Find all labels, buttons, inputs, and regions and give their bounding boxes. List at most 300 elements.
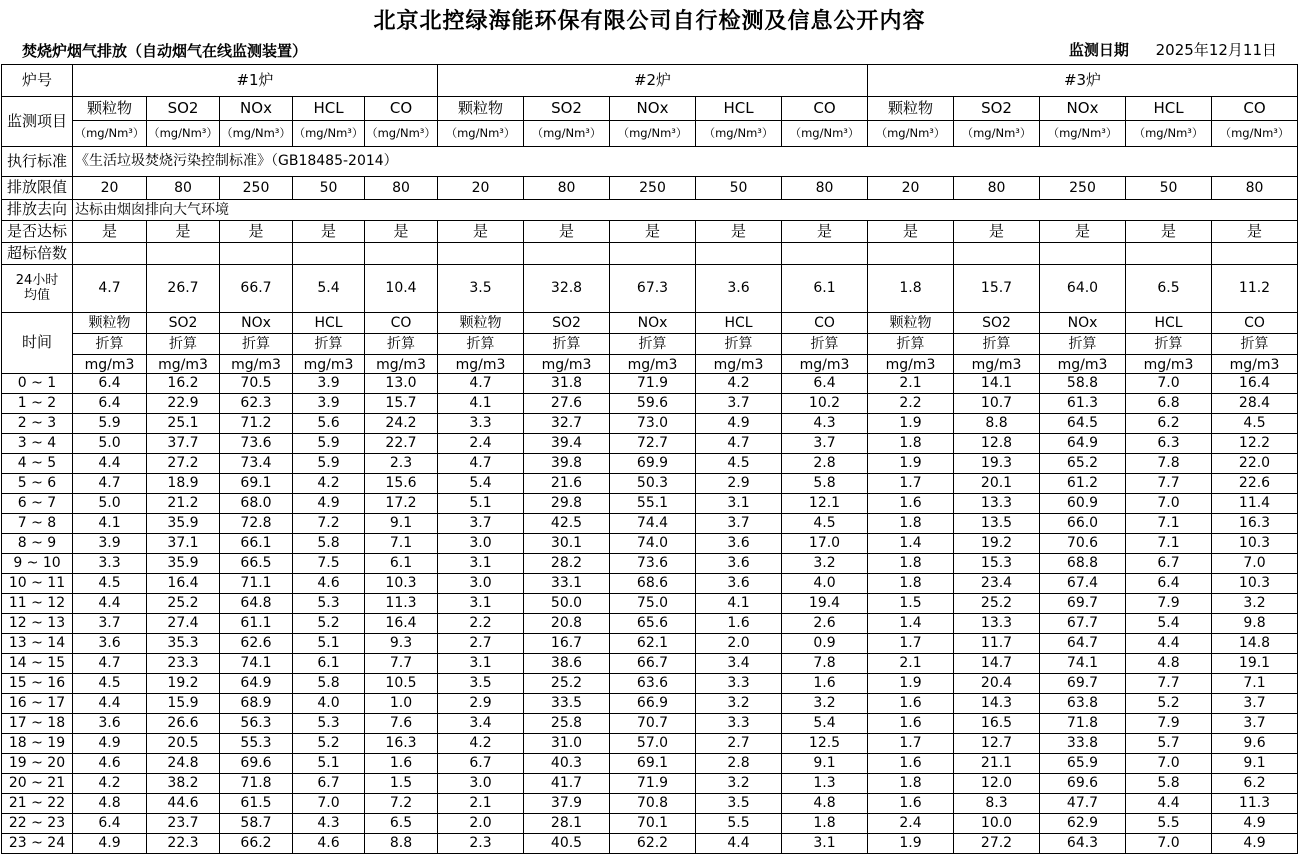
hour-row	[2, 834, 1298, 854]
hour-value: 7.1	[1126, 534, 1212, 554]
sub-header-cell	[1126, 313, 1212, 374]
hour-value: 16.7	[524, 634, 610, 654]
hour-value: 5.1	[438, 494, 524, 514]
sub-header-pollutant: NOx	[610, 313, 695, 334]
pollutant-header: HCL	[293, 97, 365, 121]
hour-value: 27.4	[147, 614, 220, 634]
hour-value: 1.9	[868, 414, 954, 434]
hour-value: 6.2	[1126, 414, 1212, 434]
exceed-value	[524, 243, 610, 265]
hour-value: 47.7	[1040, 794, 1126, 814]
compliant-value: 是	[1126, 221, 1212, 243]
hour-value: 69.6	[1040, 774, 1126, 794]
emission-table	[1, 64, 1298, 854]
exceed-value	[954, 243, 1040, 265]
hour-value: 5.4	[782, 714, 868, 734]
hour-value: 21.1	[954, 754, 1040, 774]
hour-value: 9.1	[365, 514, 438, 534]
hour-value: 16.5	[954, 714, 1040, 734]
hour-value: 11.3	[1212, 794, 1298, 814]
avg24-value: 64.0	[1040, 265, 1126, 313]
hour-value: 20.1	[954, 474, 1040, 494]
hour-value: 1.9	[868, 674, 954, 694]
hour-value: 2.9	[696, 474, 782, 494]
sub-header-pollutant: NOx	[1040, 313, 1125, 334]
sub-header-unit: mg/m3	[1057, 357, 1108, 373]
hour-value: 8.8	[954, 414, 1040, 434]
hour-value: 3.5	[696, 794, 782, 814]
hour-value: 2.7	[696, 734, 782, 754]
hour-value: 3.4	[696, 654, 782, 674]
hour-value: 5.5	[696, 814, 782, 834]
hour-value: 25.2	[954, 594, 1040, 614]
hour-value: 2.9	[438, 694, 524, 714]
hour-row	[2, 494, 1298, 514]
hour-value: 1.4	[868, 614, 954, 634]
hour-value: 65.6	[610, 614, 696, 634]
unit-cell: （mg/Nm³）	[524, 121, 610, 147]
hour-value: 2.2	[438, 614, 524, 634]
sub-header-cell	[1040, 313, 1126, 374]
limit-value: 80	[954, 177, 1040, 200]
sub-header-unit: mg/m3	[1143, 357, 1194, 373]
limit-value: 250	[1040, 177, 1126, 200]
sub-header-cell	[147, 313, 220, 374]
hour-label: 11 ~ 12	[2, 594, 73, 614]
hour-value: 10.7	[954, 394, 1040, 414]
hour-row	[2, 514, 1298, 534]
hour-value: 56.3	[220, 714, 293, 734]
hour-value: 31.8	[524, 374, 610, 394]
hour-value: 1.7	[868, 634, 954, 654]
hour-value: 40.3	[524, 754, 610, 774]
hour-row	[2, 454, 1298, 474]
hour-value: 10.3	[365, 574, 438, 594]
hour-value: 4.2	[73, 774, 147, 794]
hour-value: 3.9	[293, 374, 365, 394]
hour-value: 1.8	[868, 554, 954, 574]
sub-header-calc: 折算	[610, 334, 695, 355]
compliant-value: 是	[293, 221, 365, 243]
sub-header-cell	[954, 313, 1040, 374]
hour-value: 16.4	[147, 574, 220, 594]
hour-value: 7.8	[782, 654, 868, 674]
hour-value: 14.1	[954, 374, 1040, 394]
hour-label: 14 ~ 15	[2, 654, 73, 674]
hour-value: 5.2	[293, 614, 365, 634]
unit-cell: （mg/Nm³）	[696, 121, 782, 147]
avg24-value: 10.4	[365, 265, 438, 313]
hour-value: 66.1	[220, 534, 293, 554]
avg24-value: 66.7	[220, 265, 293, 313]
hour-value: 5.3	[293, 594, 365, 614]
hour-value: 29.8	[524, 494, 610, 514]
hour-label: 18 ~ 19	[2, 734, 73, 754]
sub-header-calc: 折算	[696, 334, 781, 355]
hour-value: 71.9	[610, 774, 696, 794]
hour-value: 4.9	[1212, 834, 1298, 854]
hour-value: 3.7	[696, 394, 782, 414]
hour-value: 2.1	[868, 654, 954, 674]
sub-header-unit: mg/m3	[231, 357, 281, 373]
hour-value: 3.0	[438, 574, 524, 594]
compliant-value: 是	[868, 221, 954, 243]
hour-value: 4.0	[293, 694, 365, 714]
hour-value: 1.8	[782, 814, 868, 834]
sub-header-cell	[73, 313, 147, 374]
hour-value: 21.6	[524, 474, 610, 494]
hour-row	[2, 774, 1298, 794]
pollutant-header: CO	[782, 97, 868, 121]
compliant-value: 是	[524, 221, 610, 243]
hour-value: 17.0	[782, 534, 868, 554]
hour-row	[2, 414, 1298, 434]
unit-cell: （mg/Nm³）	[365, 121, 438, 147]
compliant-value: 是	[147, 221, 220, 243]
sub-header-pollutant: 颗粒物	[438, 313, 523, 334]
hour-value: 2.8	[782, 454, 868, 474]
hour-value: 25.2	[147, 594, 220, 614]
hour-value: 13.3	[954, 494, 1040, 514]
hour-value: 9.6	[1212, 734, 1298, 754]
hour-value: 66.5	[220, 554, 293, 574]
hour-value: 68.9	[220, 694, 293, 714]
hour-label: 0 ~ 1	[2, 374, 73, 394]
hour-value: 73.0	[610, 414, 696, 434]
hour-value: 2.1	[868, 374, 954, 394]
hour-value: 33.8	[1040, 734, 1126, 754]
sub-header-cell	[293, 313, 365, 374]
hour-value: 24.8	[147, 754, 220, 774]
hour-value: 44.6	[147, 794, 220, 814]
hour-value: 1.6	[868, 494, 954, 514]
sub-header-unit: mg/m3	[455, 357, 506, 373]
hour-value: 4.5	[73, 674, 147, 694]
hour-value: 7.9	[1126, 714, 1212, 734]
limit-value: 80	[365, 177, 438, 200]
hour-value: 3.9	[73, 534, 147, 554]
hour-value: 27.6	[524, 394, 610, 414]
hour-value: 1.9	[868, 454, 954, 474]
hour-value: 69.9	[610, 454, 696, 474]
hour-value: 4.6	[73, 754, 147, 774]
hour-value: 3.6	[73, 714, 147, 734]
limit-label: 排放限值	[2, 177, 73, 200]
sub-header-unit: mg/m3	[971, 357, 1022, 373]
hour-value: 22.3	[147, 834, 220, 854]
hour-value: 3.1	[696, 494, 782, 514]
hour-value: 4.7	[696, 434, 782, 454]
hour-value: 13.0	[365, 374, 438, 394]
hour-value: 1.6	[782, 674, 868, 694]
avg24-label: 24小时均值	[2, 265, 73, 313]
hour-value: 14.7	[954, 654, 1040, 674]
sub-header-calc: 折算	[438, 334, 523, 355]
hour-value: 5.9	[293, 434, 365, 454]
sub-header-pollutant: HCL	[696, 313, 781, 334]
discharge-text: 达标由烟囱排向大气环境	[73, 200, 1298, 221]
compliant-value: 是	[610, 221, 696, 243]
hour-value: 66.0	[1040, 514, 1126, 534]
hour-value: 62.1	[610, 634, 696, 654]
hour-value: 5.9	[73, 414, 147, 434]
hour-value: 20.8	[524, 614, 610, 634]
date-value: 2025年12月11日	[1155, 41, 1277, 59]
exceed-value	[782, 243, 868, 265]
hour-value: 16.4	[1212, 374, 1298, 394]
hour-label: 19 ~ 20	[2, 754, 73, 774]
hour-value: 5.1	[293, 754, 365, 774]
hour-value: 3.0	[438, 534, 524, 554]
hour-value: 41.7	[524, 774, 610, 794]
sub-header-unit: mg/m3	[303, 357, 354, 373]
furnace-row	[2, 65, 1298, 97]
hour-value: 70.8	[610, 794, 696, 814]
hour-label: 2 ~ 3	[2, 414, 73, 434]
hour-value: 3.7	[73, 614, 147, 634]
hour-value: 70.1	[610, 814, 696, 834]
hour-value: 5.8	[1126, 774, 1212, 794]
hour-value: 3.2	[1212, 594, 1298, 614]
hour-row	[2, 374, 1298, 394]
hour-value: 3.6	[696, 534, 782, 554]
hour-value: 7.9	[1126, 594, 1212, 614]
hour-value: 6.1	[365, 554, 438, 574]
hour-row	[2, 814, 1298, 834]
hour-value: 66.9	[610, 694, 696, 714]
hour-value: 6.4	[782, 374, 868, 394]
sub-header-calc: 折算	[1212, 334, 1297, 355]
hour-value: 71.8	[220, 774, 293, 794]
hour-value: 7.5	[293, 554, 365, 574]
hour-value: 5.8	[293, 674, 365, 694]
hour-value: 22.6	[1212, 474, 1298, 494]
hour-value: 62.6	[220, 634, 293, 654]
hour-value: 64.9	[1040, 434, 1126, 454]
limit-value: 20	[73, 177, 147, 200]
avg24-value: 1.8	[868, 265, 954, 313]
hour-row	[2, 674, 1298, 694]
hour-value: 7.0	[1126, 834, 1212, 854]
hour-value: 1.6	[868, 754, 954, 774]
hour-value: 10.2	[782, 394, 868, 414]
hour-value: 62.9	[1040, 814, 1126, 834]
unit-cell: （mg/Nm³）	[954, 121, 1040, 147]
hour-value: 1.8	[868, 514, 954, 534]
hour-value: 61.5	[220, 794, 293, 814]
hour-value: 37.9	[524, 794, 610, 814]
hour-value: 5.4	[438, 474, 524, 494]
hour-value: 3.7	[1212, 694, 1298, 714]
hour-value: 35.9	[147, 514, 220, 534]
hour-value: 4.8	[782, 794, 868, 814]
sub-header-pollutant: HCL	[1126, 313, 1211, 334]
compliant-row	[2, 221, 1298, 243]
hour-label: 6 ~ 7	[2, 494, 73, 514]
hour-value: 6.1	[293, 654, 365, 674]
sub-header-pollutant: NOx	[220, 313, 292, 334]
hour-value: 4.3	[782, 414, 868, 434]
hour-value: 73.6	[610, 554, 696, 574]
hour-value: 5.1	[293, 634, 365, 654]
sub-header-pollutant: CO	[782, 313, 867, 334]
pollutant-row	[2, 97, 1298, 121]
hour-value: 6.4	[73, 394, 147, 414]
hour-value: 4.9	[293, 494, 365, 514]
hour-label: 1 ~ 2	[2, 394, 73, 414]
hour-value: 31.0	[524, 734, 610, 754]
hour-value: 3.7	[696, 514, 782, 534]
exceed-value	[1212, 243, 1298, 265]
hour-value: 74.1	[220, 654, 293, 674]
hour-value: 10.5	[365, 674, 438, 694]
hour-value: 7.1	[1212, 674, 1298, 694]
hour-value: 4.9	[73, 834, 147, 854]
hour-value: 4.0	[782, 574, 868, 594]
avg24-value: 26.7	[147, 265, 220, 313]
hour-value: 3.7	[1212, 714, 1298, 734]
limit-value: 20	[438, 177, 524, 200]
hour-value: 5.0	[73, 494, 147, 514]
hour-value: 15.6	[365, 474, 438, 494]
hour-value: 7.0	[293, 794, 365, 814]
furnace-no-label: 炉号	[2, 65, 73, 97]
hour-value: 74.4	[610, 514, 696, 534]
limit-value: 50	[696, 177, 782, 200]
sub-header-calc: 折算	[73, 334, 146, 355]
hour-value: 70.6	[1040, 534, 1126, 554]
hour-value: 4.5	[696, 454, 782, 474]
hour-value: 13.3	[954, 614, 1040, 634]
hour-value: 3.2	[696, 774, 782, 794]
hour-value: 3.6	[696, 554, 782, 574]
hour-value: 19.4	[782, 594, 868, 614]
hour-value: 55.1	[610, 494, 696, 514]
pollutant-header: 颗粒物	[438, 97, 524, 121]
hour-value: 35.9	[147, 554, 220, 574]
avg24-value: 3.6	[696, 265, 782, 313]
hour-value: 14.8	[1212, 634, 1298, 654]
hour-row	[2, 434, 1298, 454]
hour-value: 60.9	[1040, 494, 1126, 514]
hour-value: 12.5	[782, 734, 868, 754]
sub-header-calc: 折算	[220, 334, 292, 355]
hour-value: 64.7	[1040, 634, 1126, 654]
furnace-header: #3炉	[868, 65, 1298, 97]
hour-row	[2, 714, 1298, 734]
limit-value: 80	[1212, 177, 1298, 200]
hour-value: 32.7	[524, 414, 610, 434]
unit-cell: （mg/Nm³）	[1040, 121, 1126, 147]
hour-value: 1.8	[868, 434, 954, 454]
hour-label: 17 ~ 18	[2, 714, 73, 734]
hour-value: 3.0	[438, 774, 524, 794]
hour-value: 3.3	[696, 714, 782, 734]
hour-value: 16.4	[365, 614, 438, 634]
hour-value: 74.0	[610, 534, 696, 554]
hour-value: 12.0	[954, 774, 1040, 794]
hour-value: 7.0	[1126, 754, 1212, 774]
sub-header-unit: mg/m3	[713, 357, 764, 373]
hour-value: 9.8	[1212, 614, 1298, 634]
hour-value: 73.4	[220, 454, 293, 474]
compliant-value: 是	[438, 221, 524, 243]
sub-header-cell	[610, 313, 696, 374]
hour-value: 12.7	[954, 734, 1040, 754]
hour-value: 5.3	[293, 714, 365, 734]
hour-value: 30.1	[524, 534, 610, 554]
compliant-value: 是	[954, 221, 1040, 243]
unit-cell: （mg/Nm³）	[220, 121, 293, 147]
hour-value: 67.4	[1040, 574, 1126, 594]
hour-row	[2, 534, 1298, 554]
hour-value: 74.1	[1040, 654, 1126, 674]
hour-row	[2, 554, 1298, 574]
hour-value: 7.0	[1212, 554, 1298, 574]
sub-header-pollutant: SO2	[147, 313, 219, 334]
hour-value: 59.6	[610, 394, 696, 414]
unit-cell: （mg/Nm³）	[1212, 121, 1298, 147]
limit-value: 50	[1126, 177, 1212, 200]
compliant-value: 是	[782, 221, 868, 243]
hour-label: 8 ~ 9	[2, 534, 73, 554]
hour-value: 61.2	[1040, 474, 1126, 494]
limit-value: 50	[293, 177, 365, 200]
hour-value: 7.6	[365, 714, 438, 734]
hour-value: 4.4	[1126, 794, 1212, 814]
hour-row	[2, 634, 1298, 654]
hour-value: 14.3	[954, 694, 1040, 714]
hour-label: 21 ~ 22	[2, 794, 73, 814]
sub-header-cell	[1212, 313, 1298, 374]
hour-value: 4.5	[73, 574, 147, 594]
hour-value: 4.9	[696, 414, 782, 434]
hour-value: 9.3	[365, 634, 438, 654]
hour-value: 58.8	[1040, 374, 1126, 394]
furnace-header: #1炉	[73, 65, 438, 97]
sub-header-calc: 折算	[293, 334, 364, 355]
hour-value: 3.7	[782, 434, 868, 454]
pollutant-header: HCL	[696, 97, 782, 121]
hour-value: 15.9	[147, 694, 220, 714]
hour-value: 19.3	[954, 454, 1040, 474]
avg24-value: 11.2	[1212, 265, 1298, 313]
hour-value: 1.3	[782, 774, 868, 794]
hour-value: 1.5	[365, 774, 438, 794]
hour-value: 70.5	[220, 374, 293, 394]
unit-cell: （mg/Nm³）	[610, 121, 696, 147]
hour-value: 5.2	[1126, 694, 1212, 714]
hour-value: 15.7	[365, 394, 438, 414]
sub-header-pollutant: 颗粒物	[73, 313, 146, 334]
unit-cell: （mg/Nm³）	[147, 121, 220, 147]
hour-value: 12.2	[1212, 434, 1298, 454]
discharge-row	[2, 200, 1298, 221]
hour-value: 4.1	[438, 394, 524, 414]
hour-value: 1.0	[365, 694, 438, 714]
exceed-value	[365, 243, 438, 265]
hour-value: 1.4	[868, 534, 954, 554]
hour-value: 4.2	[293, 474, 365, 494]
sub-header-unit: mg/m3	[158, 357, 208, 373]
hour-value: 2.3	[438, 834, 524, 854]
hour-value: 28.2	[524, 554, 610, 574]
hour-value: 3.6	[73, 634, 147, 654]
exceed-value	[73, 243, 147, 265]
hour-value: 28.1	[524, 814, 610, 834]
hour-value: 7.0	[1126, 374, 1212, 394]
avg24-value: 4.7	[73, 265, 147, 313]
